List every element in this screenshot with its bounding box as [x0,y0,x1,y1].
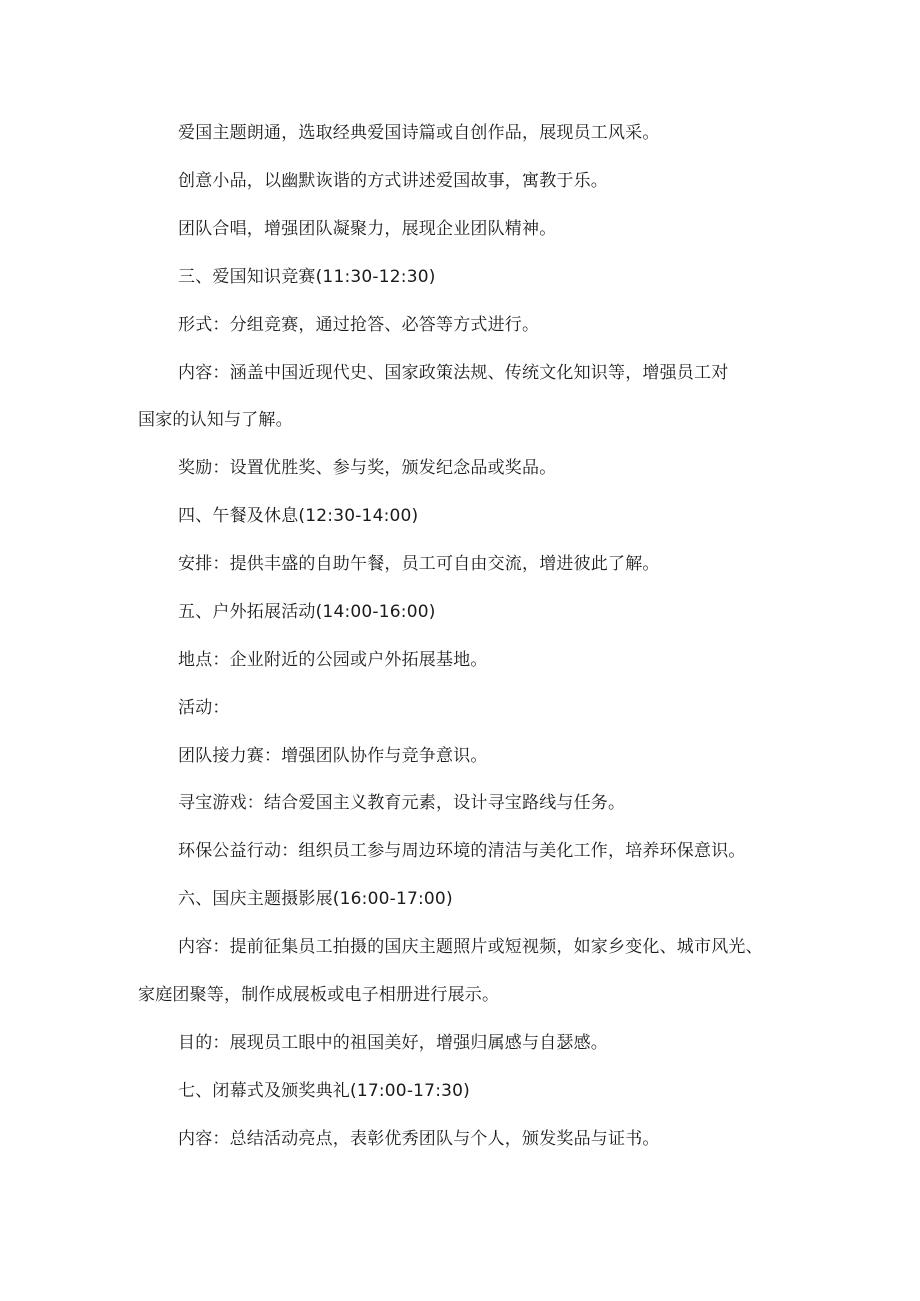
paragraph-photo-content-cont: 家庭团聚等，制作成展板或电子相册进行展示。 [138,985,500,1005]
section-heading-photo: 六、国庆主题摄影展(16:00-17:00) [178,889,453,909]
section-heading-closing: 七、闭幕式及颁奖典礼(17:00-17:30) [178,1081,470,1101]
paragraph-quiz-content-cont: 国家的认知与了解。 [138,410,293,430]
paragraph-skit: 创意小品，以幽默诙谐的方式讲述爱国故事，寓教于乐。 [178,171,608,191]
paragraph-treasure-hunt: 寻宝游戏：结合爱国主义教育元素，设计寻宝路线与任务。 [178,793,626,813]
paragraph-lunch-arrangement: 安排：提供丰盛的自助午餐，员工可自由交流，增进彼此了解。 [178,554,660,574]
paragraph-outdoor-location: 地点：企业附近的公园或户外拓展基地。 [178,650,488,670]
section-heading-quiz: 三、爱国知识竞赛(11:30-12:30) [178,267,436,287]
paragraph-recitation: 爱国主题朗通，选取经典爱国诗篇或自创作品，展现员工风采。 [178,123,660,143]
paragraph-eco-action: 环保公益行动：组织员工参与周边环境的清洁与美化工作，培养环保意识。 [178,841,746,861]
paragraph-chorus: 团队合唱，增强团队凝聚力，展现企业团队精神。 [178,219,557,239]
paragraph-photo-purpose: 目的：展现员工眼中的祖国美好，增强归属感与自瑟感。 [178,1033,608,1053]
paragraph-relay: 团队接力赛：增强团队协作与竞争意识。 [178,746,488,766]
paragraph-quiz-reward: 奖励：设置优胜奖、参与奖，颁发纪念品或奖品。 [178,458,557,478]
paragraph-closing-content: 内容：总结活动亮点，表彰优秀团队与个人，颁发奖品与证书。 [178,1129,660,1149]
section-heading-lunch: 四、午餐及休息(12:30-14:00) [178,506,419,526]
paragraph-quiz-format: 形式：分组竞赛，通过抢答、必答等方式进行。 [178,315,540,335]
paragraph-quiz-content: 内容：涵盖中国近现代史、国家政策法规、传统文化知识等，增强员工对 [178,363,729,383]
section-heading-outdoor: 五、户外拓展活动(14:00-16:00) [178,602,436,622]
paragraph-photo-content: 内容：提前征集员工拍摄的国庆主题照片或短视频，如家乡变化、城市风光、 [178,937,763,957]
paragraph-outdoor-activities: 活动： [178,698,230,718]
